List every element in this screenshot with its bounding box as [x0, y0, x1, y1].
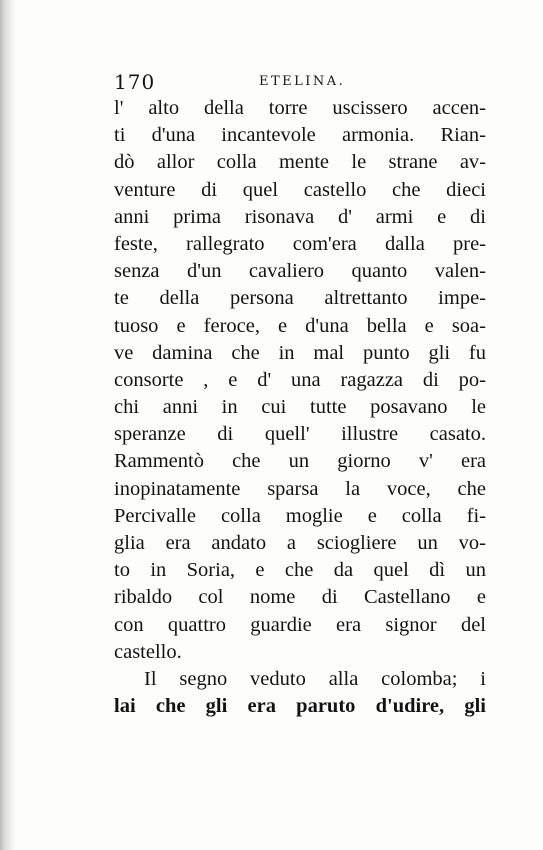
text-line: senza d'un cavaliero quanto valen-: [114, 260, 486, 283]
text-line: inopinatamente sparsa la voce, che: [114, 477, 486, 500]
text-line: anni prima risonava d' armi e di: [114, 205, 486, 228]
text-line: glia era andato a sciogliere un vo-: [114, 532, 486, 554]
text-line: speranze di quell' illustre casato.: [114, 423, 486, 446]
text-line: lai che gli era paruto d'udire, gli: [114, 695, 486, 718]
paragraph-end-line: castello.: [114, 640, 182, 663]
text-line: ve damina che in mal punto gli fu: [114, 341, 486, 364]
text-line: ribaldo col nome di Castellano e: [114, 586, 486, 609]
text-line: te della persona altrettanto impe-: [114, 287, 486, 310]
text-line: dò allor colla mente le strane av-: [114, 151, 486, 174]
body-text: [114, 95, 486, 720]
text-line: venture di quel castello che dieci: [114, 178, 486, 201]
running-title: ETELINA.: [259, 74, 346, 89]
text-line: Rammentò che un giorno v' era: [114, 450, 486, 473]
text-line: feste, rallegrato com'era dalla pre-: [114, 232, 486, 255]
text-line: chi anni in cui tutte posavano le: [114, 396, 486, 419]
page-number: 170: [114, 70, 156, 94]
paragraph-start-line: Il segno veduto alla colomba; i: [144, 667, 486, 690]
text-line: consorte , e d' una ragazza di po-: [114, 368, 486, 391]
text-line: con quattro guardie era signor del: [114, 613, 486, 636]
text-line: ti d'una incantevole armonia. Rian-: [114, 124, 486, 147]
text-line: l' alto della torre uscissero accen-: [114, 97, 486, 119]
running-head: [114, 70, 494, 96]
text-line: to in Soria, e che da quel dì un: [114, 559, 486, 582]
page-binding-shadow: [0, 0, 16, 850]
text-line: tuoso e feroce, e d'una bella e soa-: [114, 314, 486, 337]
text-line: Percivalle colla moglie e colla fi-: [114, 504, 486, 527]
